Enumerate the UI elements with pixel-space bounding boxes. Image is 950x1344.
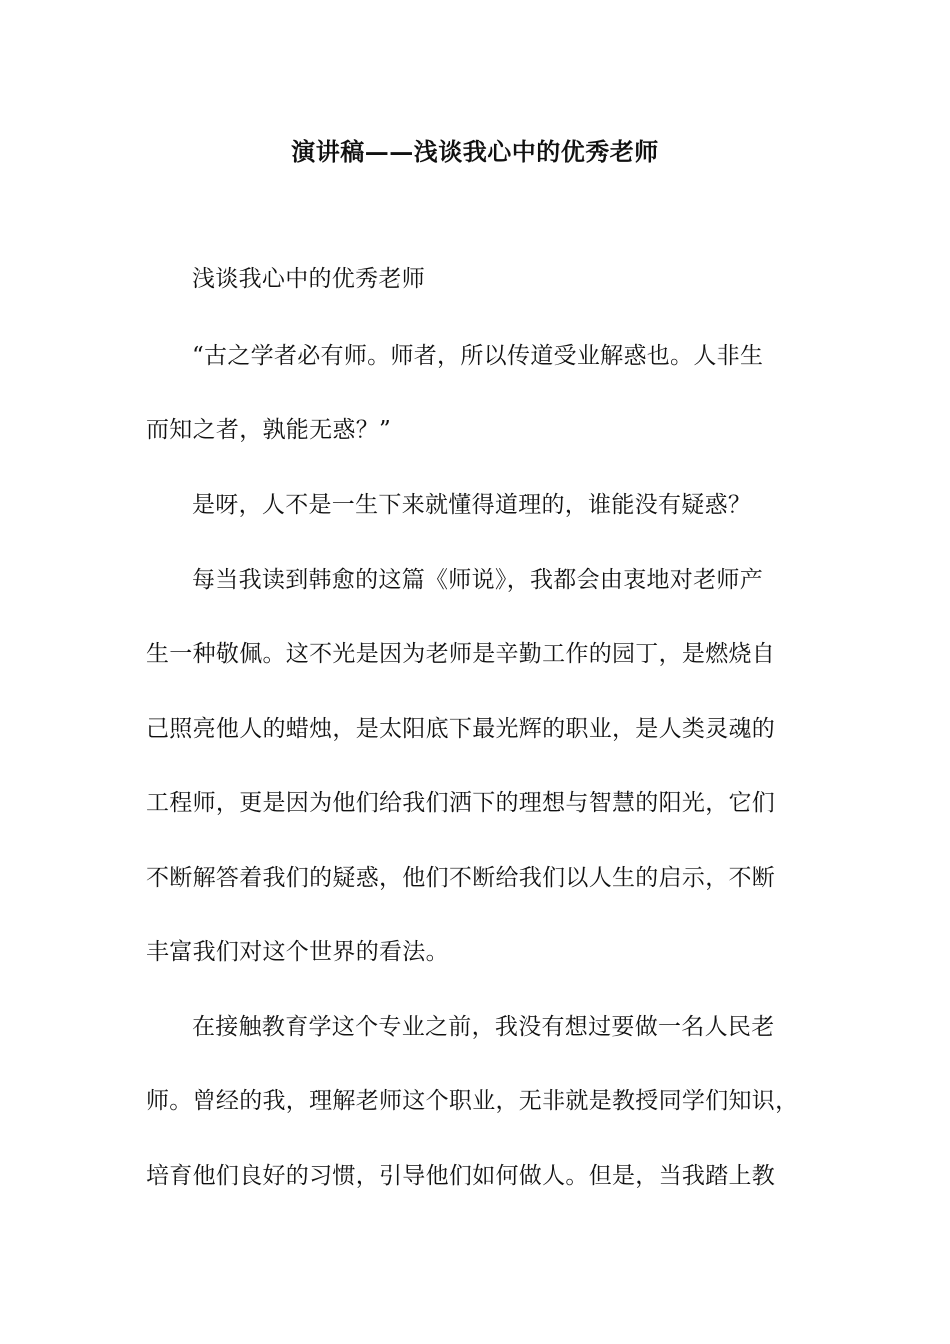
text-line: 而知之者，孰能无惑？” [146, 417, 392, 443]
text-line: 工程师，更是因为他们给我们洒下的理想与智慧的阳光，它们 [146, 790, 776, 816]
text-line: 丰富我们对这个世界的看法。 [146, 939, 449, 965]
subtitle-line: 浅谈我心中的优秀老师 [192, 266, 425, 292]
text-line: 每当我读到韩愈的这篇《师说》，我都会由衷地对老师产 [192, 567, 763, 593]
text-line: 己照亮他人的蜡烛，是太阳底下最光辉的职业，是人类灵魂的 [146, 716, 776, 742]
text-line: 是呀，人不是一生下来就懂得道理的，谁能没有疑惑？ [192, 492, 752, 518]
document-title: 演讲稿——浅谈我心中的优秀老师 [291, 137, 659, 166]
text-line: 在接触教育学这个专业之前，我没有想过要做一名人民老 [192, 1014, 775, 1040]
text-line: 不断解答着我们的疑惑，他们不断给我们以人生的启示，不断 [146, 865, 776, 891]
text-line: 生一种敬佩。这不光是因为老师是辛勤工作的园丁，是燃烧自 [146, 641, 776, 667]
text-line: 师。曾经的我，理解老师这个职业，无非就是教授同学们知识， [146, 1088, 799, 1114]
text-line: “古之学者必有师。师者，所以传道受业解惑也。人非生 [192, 343, 764, 369]
text-line: 培育他们良好的习惯，引导他们如何做人。但是，当我踏上教 [146, 1163, 776, 1189]
